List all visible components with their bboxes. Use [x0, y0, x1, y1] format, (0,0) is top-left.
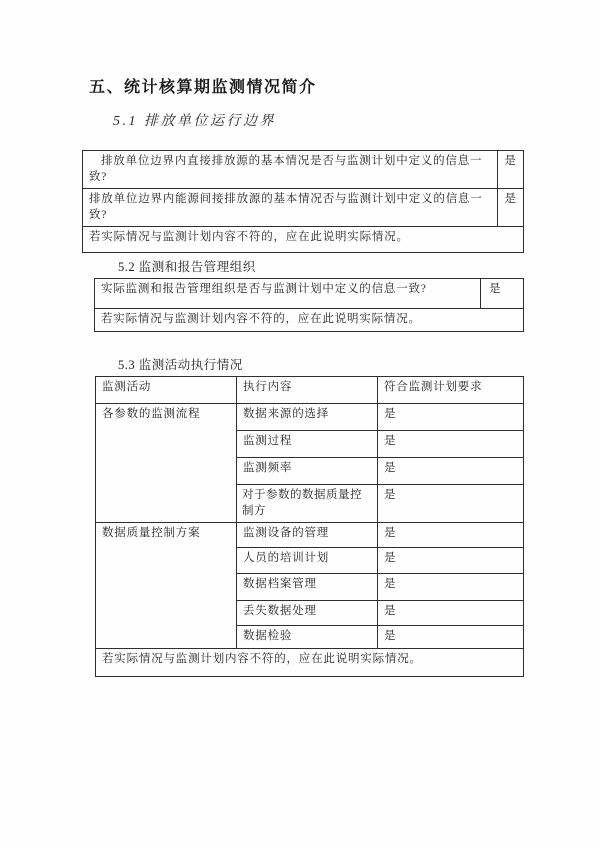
section-heading-5-1: 5.1 排放单位运行边界	[113, 114, 276, 129]
conform-cell: 是	[378, 458, 524, 485]
content-cell: 监测过程	[237, 431, 378, 458]
operation-boundary-table	[82, 150, 524, 253]
question-cell: 实际监测和报告管理组织是否与监测计划中定义的信息一致?	[95, 279, 481, 309]
table-row	[96, 404, 524, 431]
content-cell: 数据检验	[237, 626, 378, 649]
note-cell: 若实际情况与监测计划内容不符的，应在此说明实际情况。	[96, 648, 524, 676]
note-cell: 若实际情况与监测计划内容不符的，应在此说明实际情况。	[95, 309, 524, 332]
header-cell-content: 执行内容	[237, 377, 378, 404]
activity-group-cell: 各参数的监测流程	[96, 404, 237, 523]
table-row	[83, 189, 524, 227]
answer-cell: 是	[498, 189, 524, 227]
conform-cell: 是	[378, 601, 524, 626]
activity-group-cell: 数据质量控制方案	[96, 523, 237, 649]
management-org-table	[94, 278, 524, 332]
conform-cell: 是	[378, 574, 524, 601]
section-heading-5-2: 5.2 监测和报告管理组织	[118, 260, 256, 274]
answer-cell: 是	[498, 151, 524, 189]
header-cell-conform: 符合监测计划要求	[378, 377, 524, 404]
content-cell: 监测频率	[237, 458, 378, 485]
section-heading-5-3: 5.3 监测活动执行情况	[118, 358, 243, 372]
table-row	[95, 309, 524, 332]
question-cell: 排放单位边界内直接排放源的基本情况是否与监测计划中定义的信息一致?	[83, 151, 498, 189]
conform-cell: 是	[378, 548, 524, 574]
table-header-row	[96, 377, 524, 404]
note-cell: 若实际情况与监测计划内容不符的，应在此说明实际情况。	[83, 227, 524, 253]
answer-cell: 是	[481, 279, 524, 309]
header-cell-activity: 监测活动	[96, 377, 237, 404]
conform-cell: 是	[378, 431, 524, 458]
conform-cell: 是	[378, 626, 524, 649]
content-cell: 丢失数据处理	[237, 601, 378, 626]
conform-cell: 是	[378, 485, 524, 523]
content-cell: 数据来源的选择	[237, 404, 378, 431]
content-cell: 数据档案管理	[237, 574, 378, 601]
table-row	[83, 227, 524, 253]
table-row	[96, 523, 524, 548]
table-row	[96, 648, 524, 676]
page-title: 五、统计核算期监测情况简介	[89, 79, 317, 96]
content-cell: 对于参数的数据质量控制方	[237, 485, 378, 523]
table-row	[95, 279, 524, 309]
conform-cell: 是	[378, 523, 524, 548]
content-cell: 人员的培训计划	[237, 548, 378, 574]
question-cell: 排放单位边界内能源间接排放源的基本情况否与监测计划中定义的信息一致?	[83, 189, 498, 227]
monitoring-activities-table	[95, 376, 524, 677]
content-cell: 监测设备的管理	[237, 523, 378, 548]
conform-cell: 是	[378, 404, 524, 431]
table-row	[83, 151, 524, 189]
